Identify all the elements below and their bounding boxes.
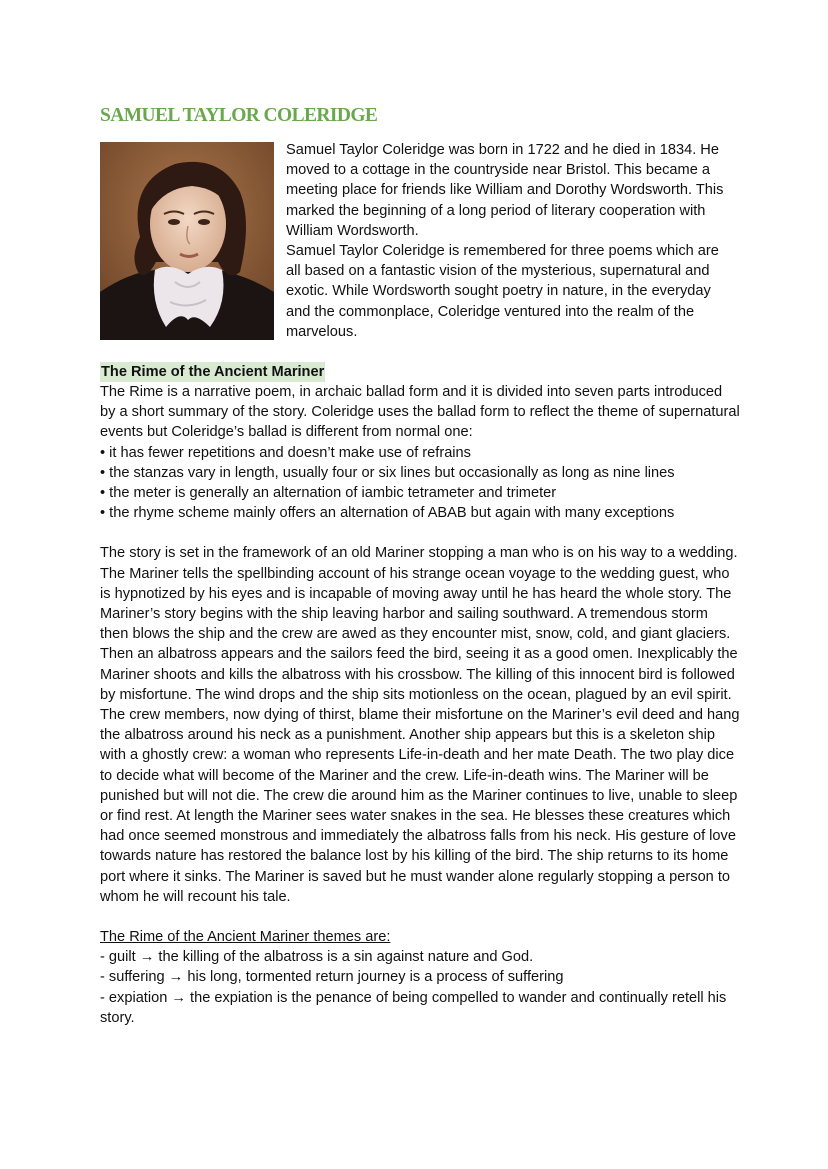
list-item: - suffering → his long, tormented return journey is a process of suffering	[100, 967, 740, 987]
document-page	[100, 102, 740, 1028]
list-item: • the meter is generally an alternation of iambic tetrameter and trimeter	[100, 483, 740, 503]
themes-list	[100, 947, 740, 1028]
portrait-image	[100, 142, 274, 340]
list-item: • it has fewer repetitions and doesn’t make use of refrains	[100, 443, 740, 463]
rime-intro: The Rime is a narrative poem, in archaic ballad form and it is divided into seven parts introduced by a short summary of the story. Coleridge uses the ballad form to reflect the theme of supernatural events but Coleridge’s ballad is different from normal one:	[100, 384, 740, 441]
rime-heading: The Rime of the Ancient Mariner	[101, 364, 325, 380]
intro-paragraph: Samuel Taylor Coleridge was born in 1722 and he died in 1834. He moved to a cottage in the countryside near Bristol. This became a meeting place for friends like William and Dorothy Wordsworth. This marked the beginning of a long period of literary cooperation with William Wordsworth.	[286, 142, 724, 239]
story-paragraph: The story is set in the framework of an old Mariner stopping a man who is on his way to a wedding. The Mariner tells the spellbinding account of his strange ocean voyage to the wedding guest, who is hypnotized by his eyes and is incapable of moving away until he has heard the whole story. The Mariner’s story begins with the ship leaving harbor and sailing southward. A tremendous storm then blows the ship and the crew are awed as they encounter mist, snow, cold, and giant glaciers. Then an albatross appears and the sailors feed the bird, seeing it as a good omen. Inexplicably the Mariner shoots and kills the albatross with his crossbow. The killing of this innocent bird is followed by misfortune. The wind drops and the ship sits motionless on the ocean, plagued by an evil spirit. The crew members, now dying of thirst, blame their misfortune on the Mariner’s evil deed and hang the albatross around his neck as a punishment. Another ship appears but this is a skeleton ship with a ghostly crew: a woman who represents Life-in-death and her mate Death. The two play dice to decide what will become of the Mariner and the crew. Life-in-death wins. The Mariner will be punished but will not die. The crew die around him as the Mariner continues to live, unable to sleep or find rest. At length the Mariner sees water snakes in the sea. He blesses these creatures which had once seemed monstrous and immediately the albatross falls from his neck. His gesture of love towards nature has restored the balance lost by his killing of the bird. The ship returns to its home port where it sinks. The Mariner is saved but he must wander alone regularly stopping a person to whom he will recount his tale.	[100, 545, 740, 905]
page-title: SAMUEL TAYLOR COLERIDGE	[100, 105, 378, 126]
intro-paragraph: Samuel Taylor Coleridge is remembered for three poems which are all based on a fantastic vision of the mysterious, supernatural and exotic. While Wordsworth sought poetry in nature, in the everyday and the commonplace, Coleridge ventured into the realm of the marvelous.	[286, 243, 719, 340]
list-item: - expiation → the expiation is the penance of being compelled to wander and continually retell his story.	[100, 988, 740, 1028]
list-item: • the rhyme scheme mainly offers an alternation of ABAB but again with many exceptions	[100, 503, 740, 523]
list-item: • the stanzas vary in length, usually four or six lines but occasionally as long as nine lines	[100, 463, 740, 483]
ballad-features-list	[100, 443, 740, 524]
themes-heading: The Rime of the Ancient Mariner themes are:	[100, 929, 391, 946]
intro-text	[286, 140, 736, 342]
list-item: - guilt → the killing of the albatross is a sin against nature and God.	[100, 947, 740, 967]
intro-section	[100, 140, 740, 340]
